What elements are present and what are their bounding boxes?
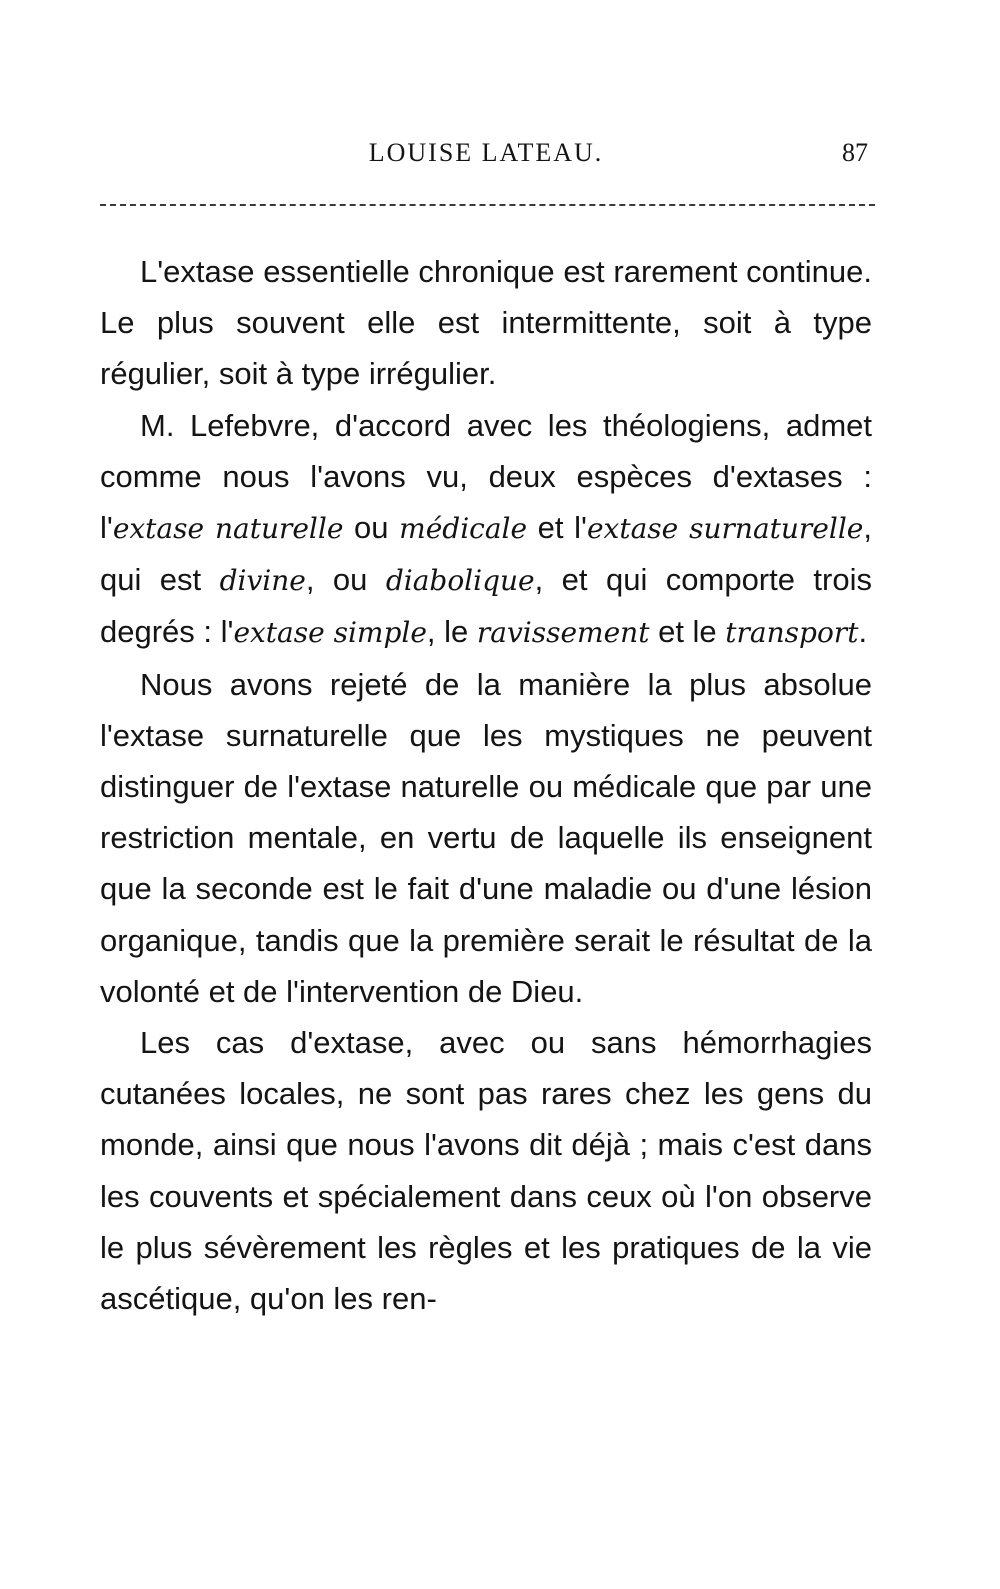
text-run: ou <box>343 510 400 546</box>
text-run: . <box>858 614 868 650</box>
body-text <box>100 246 872 1324</box>
italic-term: diabolique <box>385 564 535 598</box>
italic-term: transport <box>725 616 859 650</box>
running-head <box>100 138 872 178</box>
paragraph-2 <box>100 400 872 659</box>
italic-term: extase naturelle <box>112 512 344 546</box>
running-title: LOUISE LATEAU. <box>368 138 604 167</box>
italic-term: extase surnaturelle <box>586 512 864 546</box>
italic-term: ravissement <box>476 616 650 650</box>
text-run: M. Lefebvre, d'accord avec les théologiens, admet comme nous l'avons vu, deux espèces d'extases : l' <box>100 407 872 546</box>
italic-term: extase simple <box>233 616 427 650</box>
text-run: , et qui comporte trois degrés : l' <box>100 562 872 650</box>
text-run: et l' <box>527 510 587 546</box>
text-run: , le <box>426 614 477 650</box>
text-run: , ou <box>305 562 386 598</box>
paragraph-3: Nous avons rejeté de la manière la plus absolue l'extase surnaturelle que les mystiques ne peuvent distinguer de l'extase naturelle ou médicale que par une restriction mentale, en vertu de laquelle ils enseignent que la seconde est le fait d'une maladie ou d'une lésion organique, tandis que la première serait le résultat de la volonté et de l'intervention de Dieu. <box>100 666 872 1009</box>
page-number: 87 <box>842 138 868 167</box>
text-run: et le <box>649 614 726 650</box>
paragraph-4: Les cas d'extase, avec ou sans hémorrhagies cutanées locales, ne sont pas rares chez les gens du monde, ainsi que nous l'avons dit déjà ; mais c'est dans les couvents et spécialement dans ceux où l'on observe le plus sévèrement les règles et les pratiques de la vie ascétique, qu'on les ren- <box>100 1025 872 1317</box>
header-rule <box>100 204 875 206</box>
text-run: , qui est <box>100 510 872 598</box>
paragraph-1: L'extase essentielle chronique est rarement continue. Le plus souvent elle est intermittente, soit à type régulier, soit à type irrégulier. <box>100 254 872 392</box>
italic-term: divine <box>219 564 306 598</box>
italic-term: médicale <box>399 512 528 546</box>
